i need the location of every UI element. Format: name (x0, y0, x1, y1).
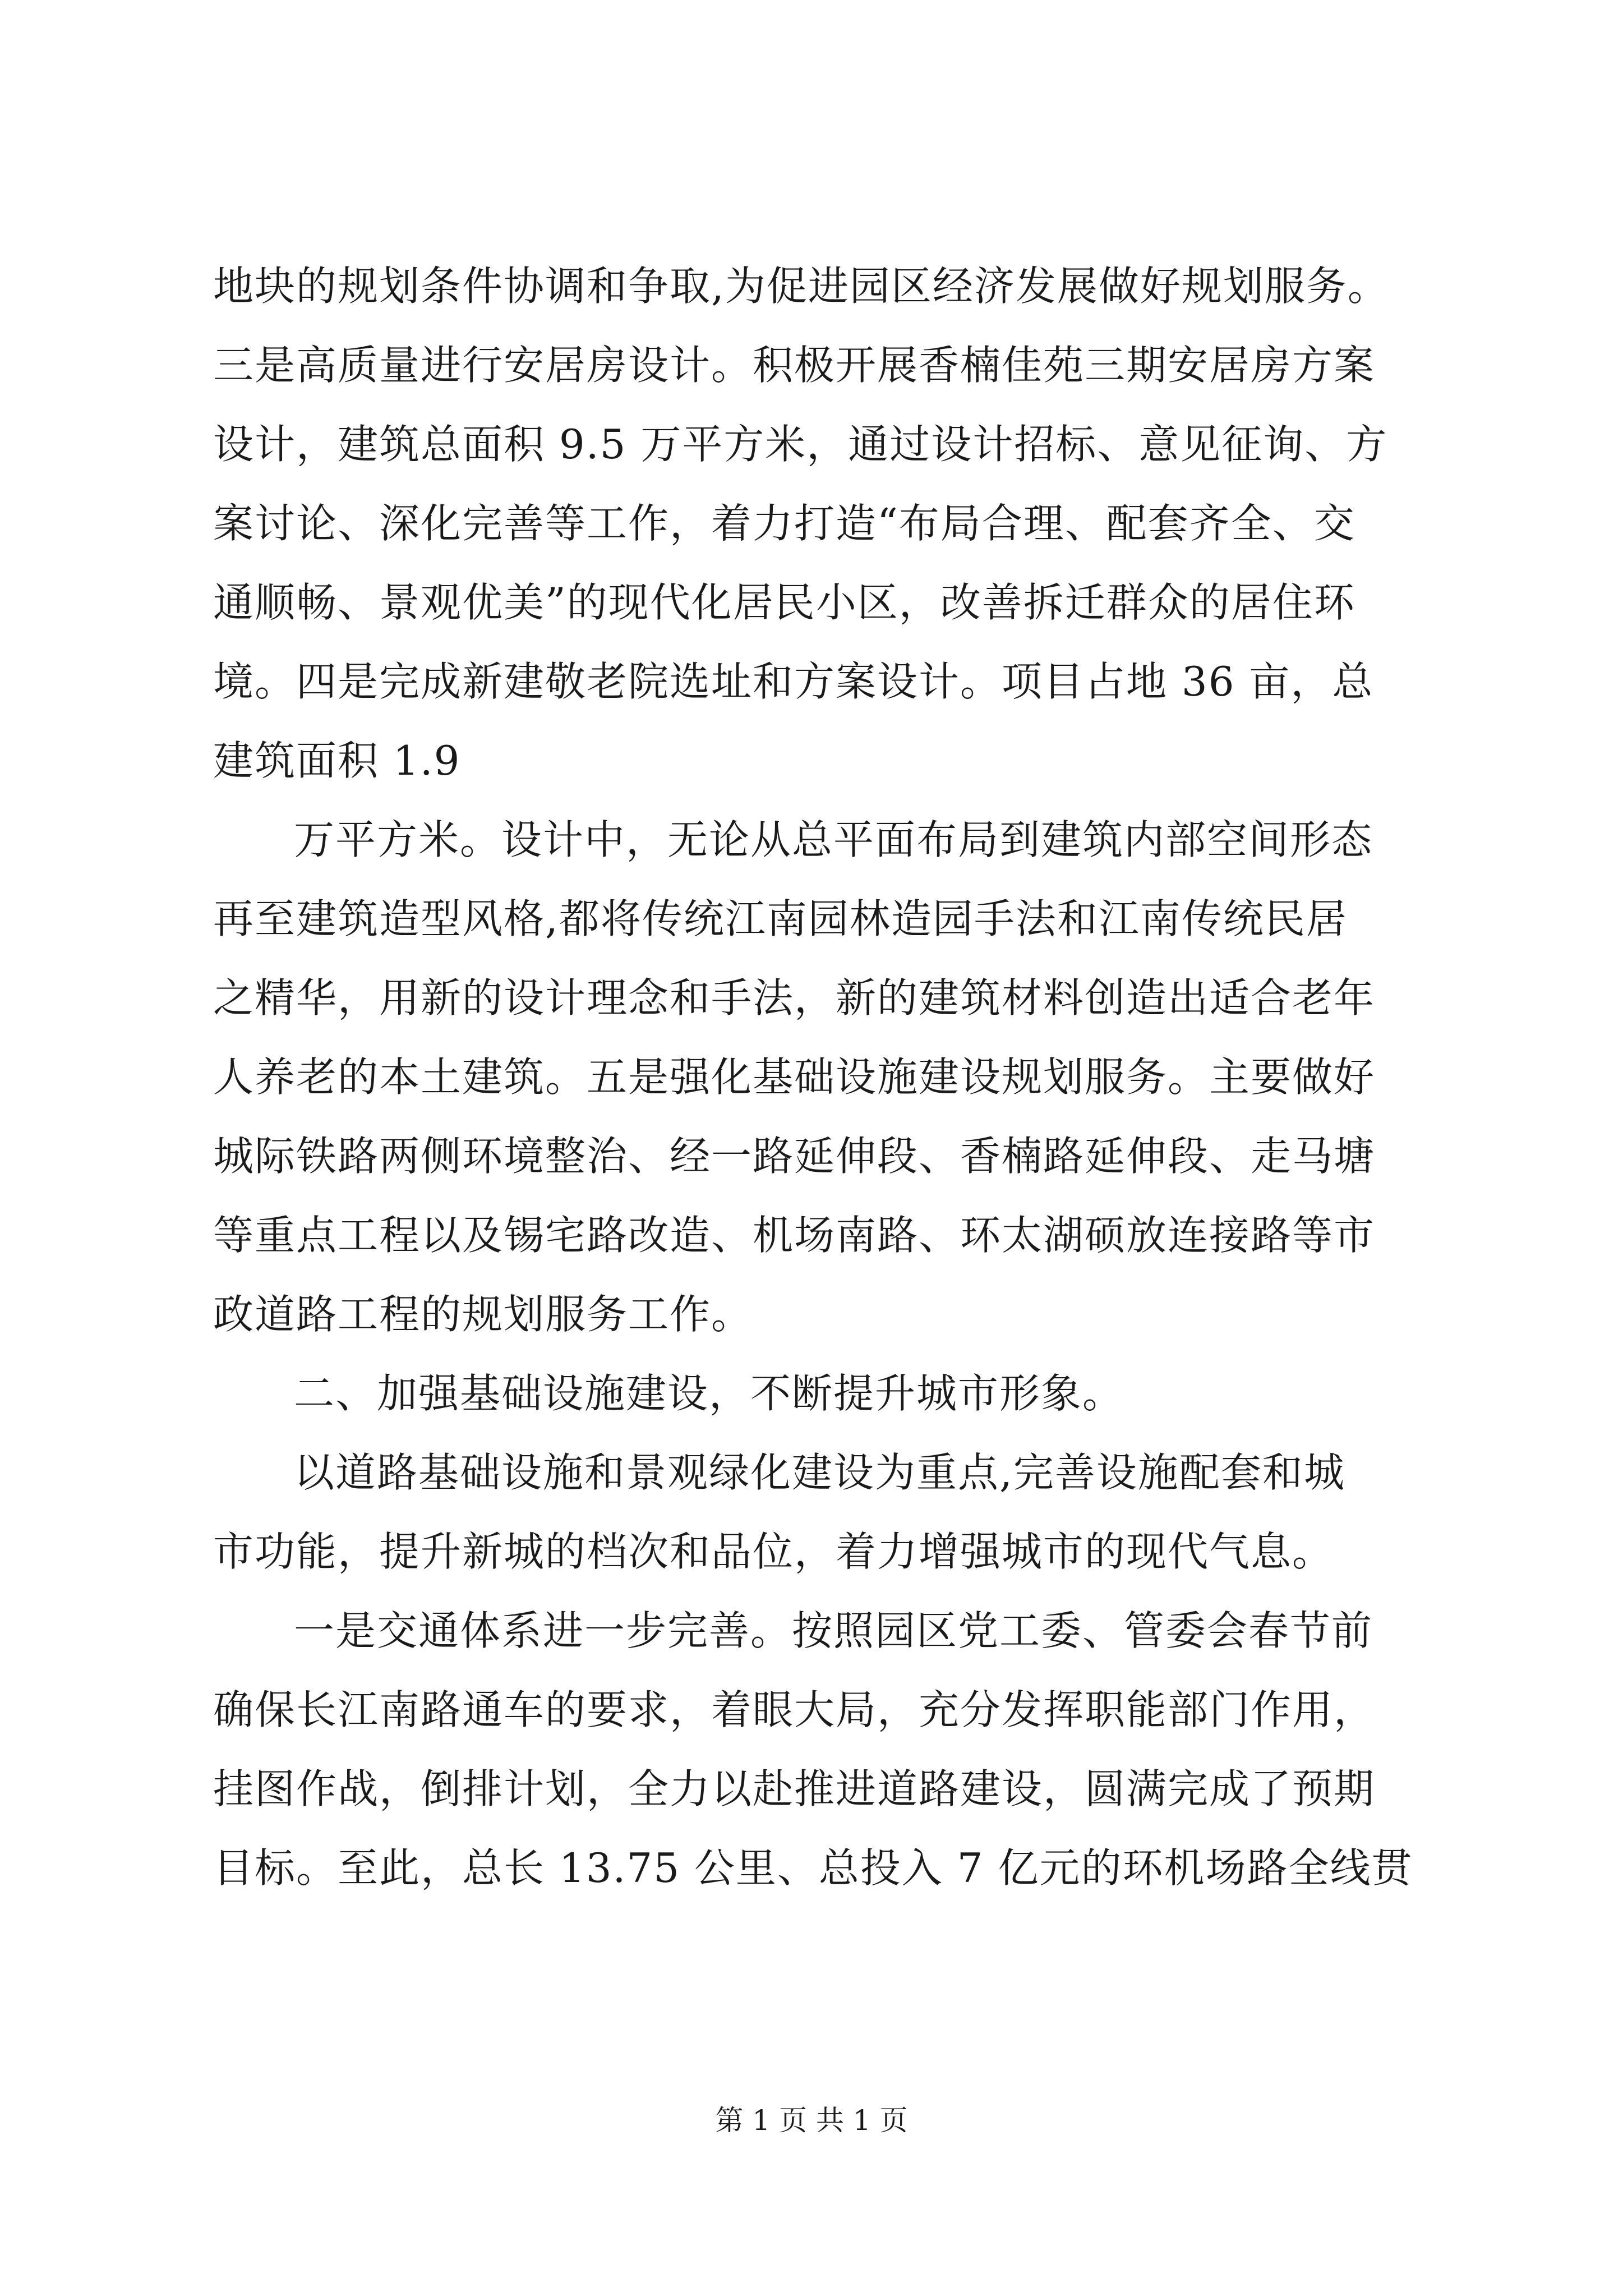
text-line: 市功能，提升新城的档次和品位，着力增强城市的现代气息。 (213, 1528, 1334, 1575)
text-line: 一是交通体系进一步完善。按照园区党工委、管委会春节前 (294, 1607, 1373, 1654)
page-number-footer: 第 1 页 共 1 页 (715, 2104, 908, 2137)
text-line: 三是高质量进行安居房设计。积极开展香楠佳苑三期安居房方案 (213, 342, 1376, 389)
text-line: 城际铁路两侧环境整治、经一路延伸段、香楠路延伸段、走马塘 (213, 1133, 1376, 1180)
text-line: 政道路工程的规划服务工作。 (213, 1291, 753, 1338)
text-line: 案讨论、深化完善等工作，着力打造“布局合理、配套齐全、交 (213, 500, 1355, 547)
text-line: 之精华，用新的设计理念和手法，新的建筑材料创造出适合老年 (213, 974, 1376, 1022)
text-line: 境。四是完成新建敬老院选址和方案设计。项目占地 36 亩，总 (213, 658, 1374, 705)
text-line: 确保长江南路通车的要求，着眼大局，充分发挥职能部门作用， (213, 1686, 1376, 1733)
text-line: 挂图作战，倒排计划，全力以赴推进道路建设，圆满完成了预期 (213, 1765, 1376, 1812)
text-line: 通顺畅、景观优美”的现代化居民小区，改善拆迁群众的居住环 (213, 579, 1355, 626)
text-line: 等重点工程以及锡宅路改造、机场南路、环太湖硕放连接路等市 (213, 1212, 1376, 1259)
text-line: 以道路基础设施和景观绿化建设为重点,完善设施配套和城 (294, 1449, 1345, 1496)
text-line: 目标。至此，总长 13.75 公里、总投入 7 亿元的环机场路全线贯 (213, 1844, 1413, 1892)
text-line: 万平方米。设计中，无论从总平面布局到建筑内部空间形态 (294, 816, 1373, 863)
text-line: 建筑面积 1.9 (213, 737, 461, 784)
section-heading: 二、加强基础设施建设，不断提升城市形象。 (294, 1370, 1124, 1417)
text-line: 再至建筑造型风格,都将传统江南园林造园手法和江南传统民居 (213, 895, 1348, 942)
text-line: 设计，建筑总面积 9.5 万平方米，通过设计招标、意见征询、方 (213, 421, 1388, 468)
text-line: 地块的规划条件协调和争取,为促进园区经济发展做好规划服务。 (213, 263, 1389, 310)
text-line: 人养老的本土建筑。五是强化基础设施建设规划服务。主要做好 (213, 1053, 1376, 1101)
